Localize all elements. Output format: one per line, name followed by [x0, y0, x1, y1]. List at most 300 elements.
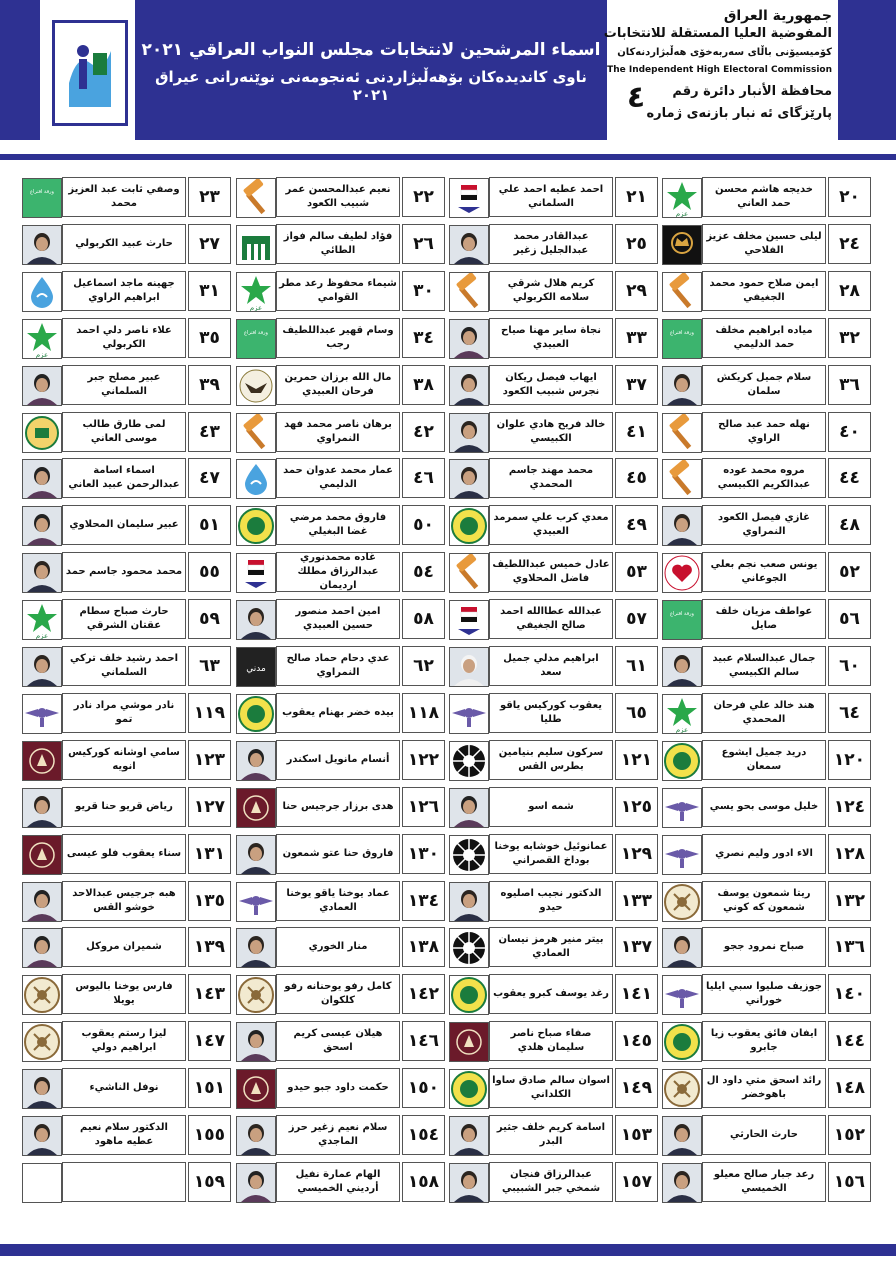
- candidate-number: ٢٩: [615, 271, 658, 311]
- candidate-name: حارث الحارثي: [702, 1115, 826, 1155]
- candidate-number: ٣٨: [402, 365, 445, 405]
- candidate-entry: [447, 223, 660, 265]
- candidate-number: ٢٣: [188, 177, 231, 217]
- hammer-icon: [236, 178, 276, 218]
- candidate-entry: [20, 692, 233, 734]
- winged-sun-icon: [22, 694, 62, 734]
- eagle-icon: [236, 366, 276, 406]
- candidate-number: ٢٨: [828, 271, 871, 311]
- candidate-number: ١٢٣: [188, 740, 231, 780]
- candidate-name: شمه اسو: [489, 787, 613, 827]
- candidate-number: ٤٨: [828, 505, 871, 545]
- maroon-seal-icon: [236, 1069, 276, 1109]
- candidate-number: ١٥٩: [188, 1162, 231, 1202]
- candidate-name: اسماء اسامة عبدالرحمن عبيد العاني: [62, 458, 186, 498]
- drop-icon: [236, 459, 276, 499]
- candidate-number: ٢١: [615, 177, 658, 217]
- candidate-number: ١٥٢: [828, 1115, 871, 1155]
- candidate-number: ٤٠: [828, 412, 871, 452]
- portrait-woman-icon: [449, 788, 489, 828]
- candidate-name: الدكتور نجيب اصليوه حيدو: [489, 881, 613, 921]
- portrait-icon: [449, 882, 489, 922]
- candidate-name: خالد فريح هادي علوان الكبيسي: [489, 412, 613, 452]
- svg-text:عزم: عزم: [675, 210, 689, 217]
- candidate-number: ٤٢: [402, 412, 445, 452]
- candidate-name: غازي فيصل الكعود النمراوي: [702, 505, 826, 545]
- green-tag-icon: ورقة اقتراع: [662, 600, 702, 640]
- candidate-entry: [234, 1114, 447, 1156]
- candidate-entry: [234, 692, 447, 734]
- candidate-name: منار الخوري: [276, 927, 400, 967]
- candidate-number: ١٣٧: [615, 927, 658, 967]
- candidate-name: سناء يعقوب فلو عيسى: [62, 834, 186, 874]
- candidate-name: عبدالله عطاالله احمد صالح الجغيفي: [489, 599, 613, 639]
- candidate-name: صباح نمرود ججو: [702, 927, 826, 967]
- candidate-name: حارث عبيد الكربولي: [62, 224, 186, 264]
- candidate-entry: [660, 786, 873, 828]
- candidate-number: ٥٨: [402, 599, 445, 639]
- portrait-woman-icon: [22, 506, 62, 546]
- candidate-entry: [447, 176, 660, 218]
- candidate-number: ٢٢: [402, 177, 445, 217]
- candidate-number: ١٤١: [615, 974, 658, 1014]
- portrait-icon: [662, 506, 702, 546]
- candidate-entry: [20, 833, 233, 875]
- candidate-name: ريتا شمعون يوسف شمعون كه كوني: [702, 881, 826, 921]
- commission-logo: [52, 20, 128, 126]
- yellow-seal-icon: [449, 975, 489, 1015]
- candidate-entry: [20, 176, 233, 218]
- candidate-number: ١٢٠: [828, 740, 871, 780]
- candidate-name: الدكتور سلام نعيم عطيه ماهود: [62, 1115, 186, 1155]
- candidate-number: ١٤٠: [828, 974, 871, 1014]
- candidate-entry: [20, 223, 233, 265]
- candidate-name: امين احمد منصور حسين العبيدي: [276, 599, 400, 639]
- candidate-name: عبير سليمان المحلاوي: [62, 505, 186, 545]
- portrait-woman-icon: [236, 741, 276, 781]
- candidate-entry: [447, 786, 660, 828]
- candidate-entry: [660, 692, 873, 734]
- page-title-kurdish: ناوی كاندیدەكان بۆهەڵبژاردنی ئەنجومەنی نوێنەرانی عیراق ٢٠٢١: [155, 68, 587, 104]
- governorate-label-arabic: محافظة الأنبار دائرة رقم: [672, 84, 832, 99]
- candidate-name: فاروق محمد مرضي غضا البغيلي: [276, 505, 400, 545]
- portrait-icon: [662, 366, 702, 406]
- text-logo-icon: [236, 647, 276, 687]
- star-seal-icon: [22, 975, 62, 1015]
- candidate-number: ٣٦: [828, 365, 871, 405]
- star-seal-icon: [662, 1069, 702, 1109]
- yellow-seal-icon: [236, 694, 276, 734]
- portrait-icon: [22, 1116, 62, 1156]
- portrait-icon: [236, 928, 276, 968]
- candidate-name: صفاء صباح ناصر سليمان هلدي: [489, 1021, 613, 1061]
- candidate-number: ١٣٣: [615, 881, 658, 921]
- candidate-number: ١٥٧: [615, 1162, 658, 1202]
- candidate-name: علاء ناصر دلي احمد الكربولي: [62, 318, 186, 358]
- candidate-number: ١٣٥: [188, 881, 231, 921]
- candidate-entry: [20, 973, 233, 1015]
- candidate-name: بيتر منير هرمز نيسان العمادي: [489, 927, 613, 967]
- candidate-entry: [660, 1114, 873, 1156]
- candidate-entry: [447, 1020, 660, 1062]
- portrait-woman-icon: [236, 1163, 276, 1203]
- candidate-entry: [447, 645, 660, 687]
- candidate-number: ٥٠: [402, 505, 445, 545]
- candidate-entry: [660, 457, 873, 499]
- candidate-entry: [447, 270, 660, 312]
- candidate-number: ١٢٥: [615, 787, 658, 827]
- candidate-number: ٣٠: [402, 271, 445, 311]
- candidate-name: خديجه هاشم محسن حمد العاني: [702, 177, 826, 217]
- candidate-entry: [447, 411, 660, 453]
- candidate-name: كامل رفو يوحنانه رفو كلكوان: [276, 974, 400, 1014]
- portrait-icon: [22, 1069, 62, 1109]
- candidate-entry: [234, 1067, 447, 1109]
- candidate-number: ١٤٦: [402, 1021, 445, 1061]
- portrait-woman-icon: [236, 1022, 276, 1062]
- winged-sun-icon: [662, 975, 702, 1015]
- hammer-icon: [662, 459, 702, 499]
- candidate-number: ١٤٥: [615, 1021, 658, 1061]
- candidate-entry: [234, 1020, 447, 1062]
- candidate-number: ١٢٢: [402, 740, 445, 780]
- candidate-entry: [660, 411, 873, 453]
- header-divider: [0, 154, 896, 160]
- candidate-number: ٥٣: [615, 552, 658, 592]
- candidate-number: ٥٥: [188, 552, 231, 592]
- candidate-name: رعد جبار صالح معيلو الخميسي: [702, 1162, 826, 1202]
- candidate-name: نهله حمد عبد صالح الراوي: [702, 412, 826, 452]
- candidate-number: ١١٨: [402, 693, 445, 733]
- candidate-entry: [20, 551, 233, 593]
- candidate-number: ١٥٠: [402, 1068, 445, 1108]
- green-star-icon: [22, 319, 62, 359]
- portrait-woman-icon: [22, 459, 62, 499]
- candidate-entry: [234, 926, 447, 968]
- candidate-entry: [20, 786, 233, 828]
- candidate-number: ٤٧: [188, 458, 231, 498]
- candidate-name: عبدالقادر محمد عبدالجليل زغير: [489, 224, 613, 264]
- footer-band: [0, 1244, 896, 1256]
- candidate-entry: [20, 457, 233, 499]
- candidate-entry: [234, 176, 447, 218]
- candidate-name: هيلان عيسى كريم اسحق: [276, 1021, 400, 1061]
- candidate-number: ١٢٨: [828, 834, 871, 874]
- candidate-name: [62, 1162, 186, 1202]
- portrait-icon: [236, 1116, 276, 1156]
- candidate-number: ٥٢: [828, 552, 871, 592]
- candidate-number: ٢٥: [615, 224, 658, 264]
- candidate-name: ايمن صلاح حمود محمد الجغيفي: [702, 271, 826, 311]
- candidate-number: ٤٦: [402, 458, 445, 498]
- candidate-number: ٢٦: [402, 224, 445, 264]
- candidate-name: ليزا رستم يعقوب ابراهيم دولي: [62, 1021, 186, 1061]
- candidate-number: ٥٤: [402, 552, 445, 592]
- candidate-number: ١٤٧: [188, 1021, 231, 1061]
- candidate-number: ٤١: [615, 412, 658, 452]
- portrait-icon: [662, 1163, 702, 1203]
- candidate-number: ١٣٩: [188, 927, 231, 967]
- candidate-name: شيماء محفوظ رعد مطر القوامي: [276, 271, 400, 311]
- header-left-band: [0, 0, 40, 140]
- candidate-name: اسامة كريم خلف جثير البدر: [489, 1115, 613, 1155]
- flag-emblem-icon: [236, 553, 276, 593]
- flag-emblem-icon: [449, 600, 489, 640]
- candidate-entry: [447, 1114, 660, 1156]
- candidate-entry: [660, 317, 873, 359]
- candidate-name: جوزيف صليوا سبي ايليا خوراني: [702, 974, 826, 1014]
- candidate-name: سركون سليم بنيامين بطرس القس: [489, 740, 613, 780]
- winged-sun-icon: [449, 694, 489, 734]
- candidate-number: ٥٦: [828, 599, 871, 639]
- candidate-number: ١٥١: [188, 1068, 231, 1108]
- candidate-name: ايفان فائق يعقوب زيا جابرو: [702, 1021, 826, 1061]
- candidate-entry: [20, 598, 233, 640]
- green-star-icon: [22, 600, 62, 640]
- candidate-number: ١٢٤: [828, 787, 871, 827]
- candidate-name: عبدالرزاق فنجان شمخي جبر الشبيبي: [489, 1162, 613, 1202]
- portrait-icon: [22, 553, 62, 593]
- drop-icon: [22, 272, 62, 312]
- candidate-name: رائد اسحق متي داود ال باهوخضر: [702, 1068, 826, 1108]
- governorate-label-kurdish: پارێزگای ئه نبار بازنەی ژمارە: [646, 106, 832, 121]
- candidate-entry: [20, 364, 233, 406]
- candidate-number: ٣٢: [828, 318, 871, 358]
- candidate-name: غاده محمدنوري عبدالرزاق مطلك اردیمان: [276, 552, 400, 592]
- candidate-entry: [234, 223, 447, 265]
- candidate-name: هند خالد علي فرحان المحمدي: [702, 693, 826, 733]
- candidate-name: أنسام مانويل اسكندر: [276, 740, 400, 780]
- flag-emblem-icon: [449, 178, 489, 218]
- candidate-number: ١٥٦: [828, 1162, 871, 1202]
- candidate-name: سلام جميل كريكش سلمان: [702, 365, 826, 405]
- candidate-name: عادل خميس عبداللطيف فاضل المحلاوي: [489, 552, 613, 592]
- candidate-name: محمد محمود جاسم حمد: [62, 552, 186, 592]
- sunburst-icon: [449, 835, 489, 875]
- yellow-seal-icon: [449, 1069, 489, 1109]
- candidate-entry: [234, 598, 447, 640]
- candidate-name: محمد مهند جاسم المحمدي: [489, 458, 613, 498]
- candidate-entry: [234, 739, 447, 781]
- candidate-entry: [234, 833, 447, 875]
- candidate-entry: [447, 926, 660, 968]
- portrait-icon: [22, 225, 62, 265]
- candidate-entry: [234, 457, 447, 499]
- candidate-entry: [660, 364, 873, 406]
- maroon-seal-icon: [22, 835, 62, 875]
- candidate-name: مياده ابراهيم مخلف حمد الدليمي: [702, 318, 826, 358]
- candidate-entry: [20, 504, 233, 546]
- green-star-icon: [662, 694, 702, 734]
- candidate-entry: [20, 645, 233, 687]
- portrait-icon: [22, 647, 62, 687]
- candidate-number: ٦١: [615, 646, 658, 686]
- candidate-name: فؤاد لطيف سالم فواز الطائي: [276, 224, 400, 264]
- commission-name-arabic: المفوضية العليا المستقلة للانتخابات: [603, 26, 832, 41]
- candidate-entry: [447, 598, 660, 640]
- hammer-icon: [662, 413, 702, 453]
- candidate-entry: [447, 1161, 660, 1203]
- candidate-number: ١٤٤: [828, 1021, 871, 1061]
- candidate-number: ١٣٤: [402, 881, 445, 921]
- candidate-name: وسام قهير عبداللطيف رجب: [276, 318, 400, 358]
- candidate-number: ٣١: [188, 271, 231, 311]
- candidate-name: لمى طارق طالب موسى العاني: [62, 412, 186, 452]
- portrait-icon: [449, 1163, 489, 1203]
- candidate-number: ٤٥: [615, 458, 658, 498]
- candidate-entry: [660, 645, 873, 687]
- candidate-name: فارس يوخنا باليوس يويلا: [62, 974, 186, 1014]
- candidate-number: ٢٤: [828, 224, 871, 264]
- candidate-name: هبه جرجيس عبدالاحد خوشو القس: [62, 881, 186, 921]
- candidate-name: عمانوئيل خوشابه يوخنا بوداخ القصراني: [489, 834, 613, 874]
- candidate-name: احمد عطيه احمد علي السلماني: [489, 177, 613, 217]
- candidate-number: ٦٣: [188, 646, 231, 686]
- candidate-number: ١١٩: [188, 693, 231, 733]
- portrait-icon: [662, 928, 702, 968]
- portrait-icon: [449, 459, 489, 499]
- candidate-name: برهان ناصر محمد فهد النمراوي: [276, 412, 400, 452]
- yellow-seal-icon: [662, 741, 702, 781]
- candidate-entry: [447, 973, 660, 1015]
- candidate-entry: [660, 833, 873, 875]
- candidate-name: جمال عبدالسلام عبيد سالم الكبيسي: [702, 646, 826, 686]
- portrait-icon: [662, 1116, 702, 1156]
- svg-text:عزم: عزم: [675, 725, 689, 733]
- candidate-number: ١٤٣: [188, 974, 231, 1014]
- sunburst-icon: [449, 928, 489, 968]
- candidate-entry: [660, 1161, 873, 1203]
- candidate-name: جهينه ماجد اسماعيل ابراهيم الراوي: [62, 271, 186, 311]
- candidate-entry: [234, 786, 447, 828]
- candidate-entry: [660, 1067, 873, 1109]
- republic-label: جمهورية العراق: [723, 8, 832, 24]
- candidate-entry: [660, 880, 873, 922]
- candidate-name: ابراهيم مدلي جميل سعد: [489, 646, 613, 686]
- candidate-entry: [234, 1161, 447, 1203]
- candidate-entry: [20, 1067, 233, 1109]
- winged-sun-icon: [662, 835, 702, 875]
- candidate-entry: [20, 1114, 233, 1156]
- candidate-name: عدي دحام حماد صالح النمراوي: [276, 646, 400, 686]
- candidate-number: ١٥٨: [402, 1162, 445, 1202]
- header-right-band: [838, 0, 896, 140]
- green-tag-icon: ورقة اقتراع: [236, 319, 276, 359]
- candidate-name: سامي اوشانه كوركيس انويه: [62, 740, 186, 780]
- candidate-entry: [447, 880, 660, 922]
- portrait-icon: [22, 788, 62, 828]
- candidate-entry: [447, 739, 660, 781]
- commission-name-kurdish: كۆمیسیۆنی باڵای سەربەخۆی هەڵبژاردنەكان: [617, 47, 832, 58]
- star-seal-icon: [22, 1022, 62, 1062]
- portrait-icon: [236, 835, 276, 875]
- candidate-entry: [660, 598, 873, 640]
- star-seal-icon: [662, 882, 702, 922]
- candidate-name: ايهاب فيصل ريكان نجرس شبيب الكعود: [489, 365, 613, 405]
- maroon-seal-icon: [449, 1022, 489, 1062]
- candidate-number: ٦٤: [828, 693, 871, 733]
- candidate-number: ٣٤: [402, 318, 445, 358]
- candidate-name: معدي كرب علي سمرمد العبيدي: [489, 505, 613, 545]
- maroon-seal-icon: [22, 741, 62, 781]
- candidate-number: ١٣٦: [828, 927, 871, 967]
- candidate-number: ١٢٧: [188, 787, 231, 827]
- candidate-entry: [660, 270, 873, 312]
- candidate-number: ١٤٢: [402, 974, 445, 1014]
- candidate-name: نعيم عبدالمحسن عمر شبيب الكعود: [276, 177, 400, 217]
- candidate-name: حكمت داود جبو حيدو: [276, 1068, 400, 1108]
- portrait-sheikh-icon: [449, 647, 489, 687]
- svg-text:عزم: عزم: [35, 632, 49, 640]
- candidate-entry: [234, 880, 447, 922]
- candidate-number: ١٣٠: [402, 834, 445, 874]
- candidate-name: فاروق حنا عتو شمعون: [276, 834, 400, 874]
- candidate-entry: [20, 1161, 233, 1203]
- green-star-icon: [236, 272, 276, 312]
- candidate-name: احمد رشيد خلف تركي السلماني: [62, 646, 186, 686]
- portrait-woman-icon: [22, 882, 62, 922]
- candidate-name: عبير مصلح جبر السلماني: [62, 365, 186, 405]
- candidate-entry: [20, 739, 233, 781]
- candidate-number: ٢٠: [828, 177, 871, 217]
- candidate-number: ١٣٢: [828, 881, 871, 921]
- candidate-name: الاء ادور وليم نصري: [702, 834, 826, 874]
- candidate-number: ٥١: [188, 505, 231, 545]
- candidate-name: مال الله برزان حمرين فرحان العبيدي: [276, 365, 400, 405]
- heart-icon: [662, 553, 702, 593]
- candidate-number: ١٥٥: [188, 1115, 231, 1155]
- candidate-number: ٦٠: [828, 646, 871, 686]
- candidate-name: رياض قريو حنا قريو: [62, 787, 186, 827]
- green-star-icon: [662, 178, 702, 218]
- gold-emblem-icon: [22, 413, 62, 453]
- portrait-woman-icon: [22, 928, 62, 968]
- candidate-entry: [447, 317, 660, 359]
- candidate-name: خليل موسى بحو يسي: [702, 787, 826, 827]
- candidate-number: ١٢١: [615, 740, 658, 780]
- page-title-arabic: اسماء المرشحين لانتخابات مجلس النواب العراقي ٢٠٢١: [141, 40, 601, 60]
- portrait-icon: [236, 600, 276, 640]
- candidate-entry: [20, 411, 233, 453]
- page-header: [0, 0, 896, 140]
- winged-sun-icon: [236, 882, 276, 922]
- candidate-number: ١٥٣: [615, 1115, 658, 1155]
- candidate-entry: [660, 1020, 873, 1062]
- candidate-entry: [660, 551, 873, 593]
- candidate-name: هدى برزار جرجيس حنا: [276, 787, 400, 827]
- candidate-entry: [20, 926, 233, 968]
- svg-text:عزم: عزم: [35, 350, 49, 358]
- candidate-number: ١٣١: [188, 834, 231, 874]
- candidate-number: ١٤٨: [828, 1068, 871, 1108]
- candidate-entry: [447, 833, 660, 875]
- candidate-number: ٣٧: [615, 365, 658, 405]
- portrait-icon: [449, 413, 489, 453]
- candidate-entry: [234, 551, 447, 593]
- yellow-seal-icon: [662, 1022, 702, 1062]
- candidate-name: عمار محمد عدوان حمد الدليمي: [276, 458, 400, 498]
- winged-sun-icon: [662, 788, 702, 828]
- candidate-entry: [660, 973, 873, 1015]
- candidate-name: دريد جميل ايشوع سمعان: [702, 740, 826, 780]
- candidate-entry: [660, 739, 873, 781]
- portrait-woman-icon: [22, 366, 62, 406]
- candidate-name: نجاة ساير مهنا صياح العبيدي: [489, 318, 613, 358]
- candidate-name: نوفل الناشيء: [62, 1068, 186, 1108]
- candidate-number: ٦٥: [615, 693, 658, 733]
- hammer-icon: [236, 413, 276, 453]
- candidate-name: ليلى حسين مخلف عزيز الفلاحي: [702, 224, 826, 264]
